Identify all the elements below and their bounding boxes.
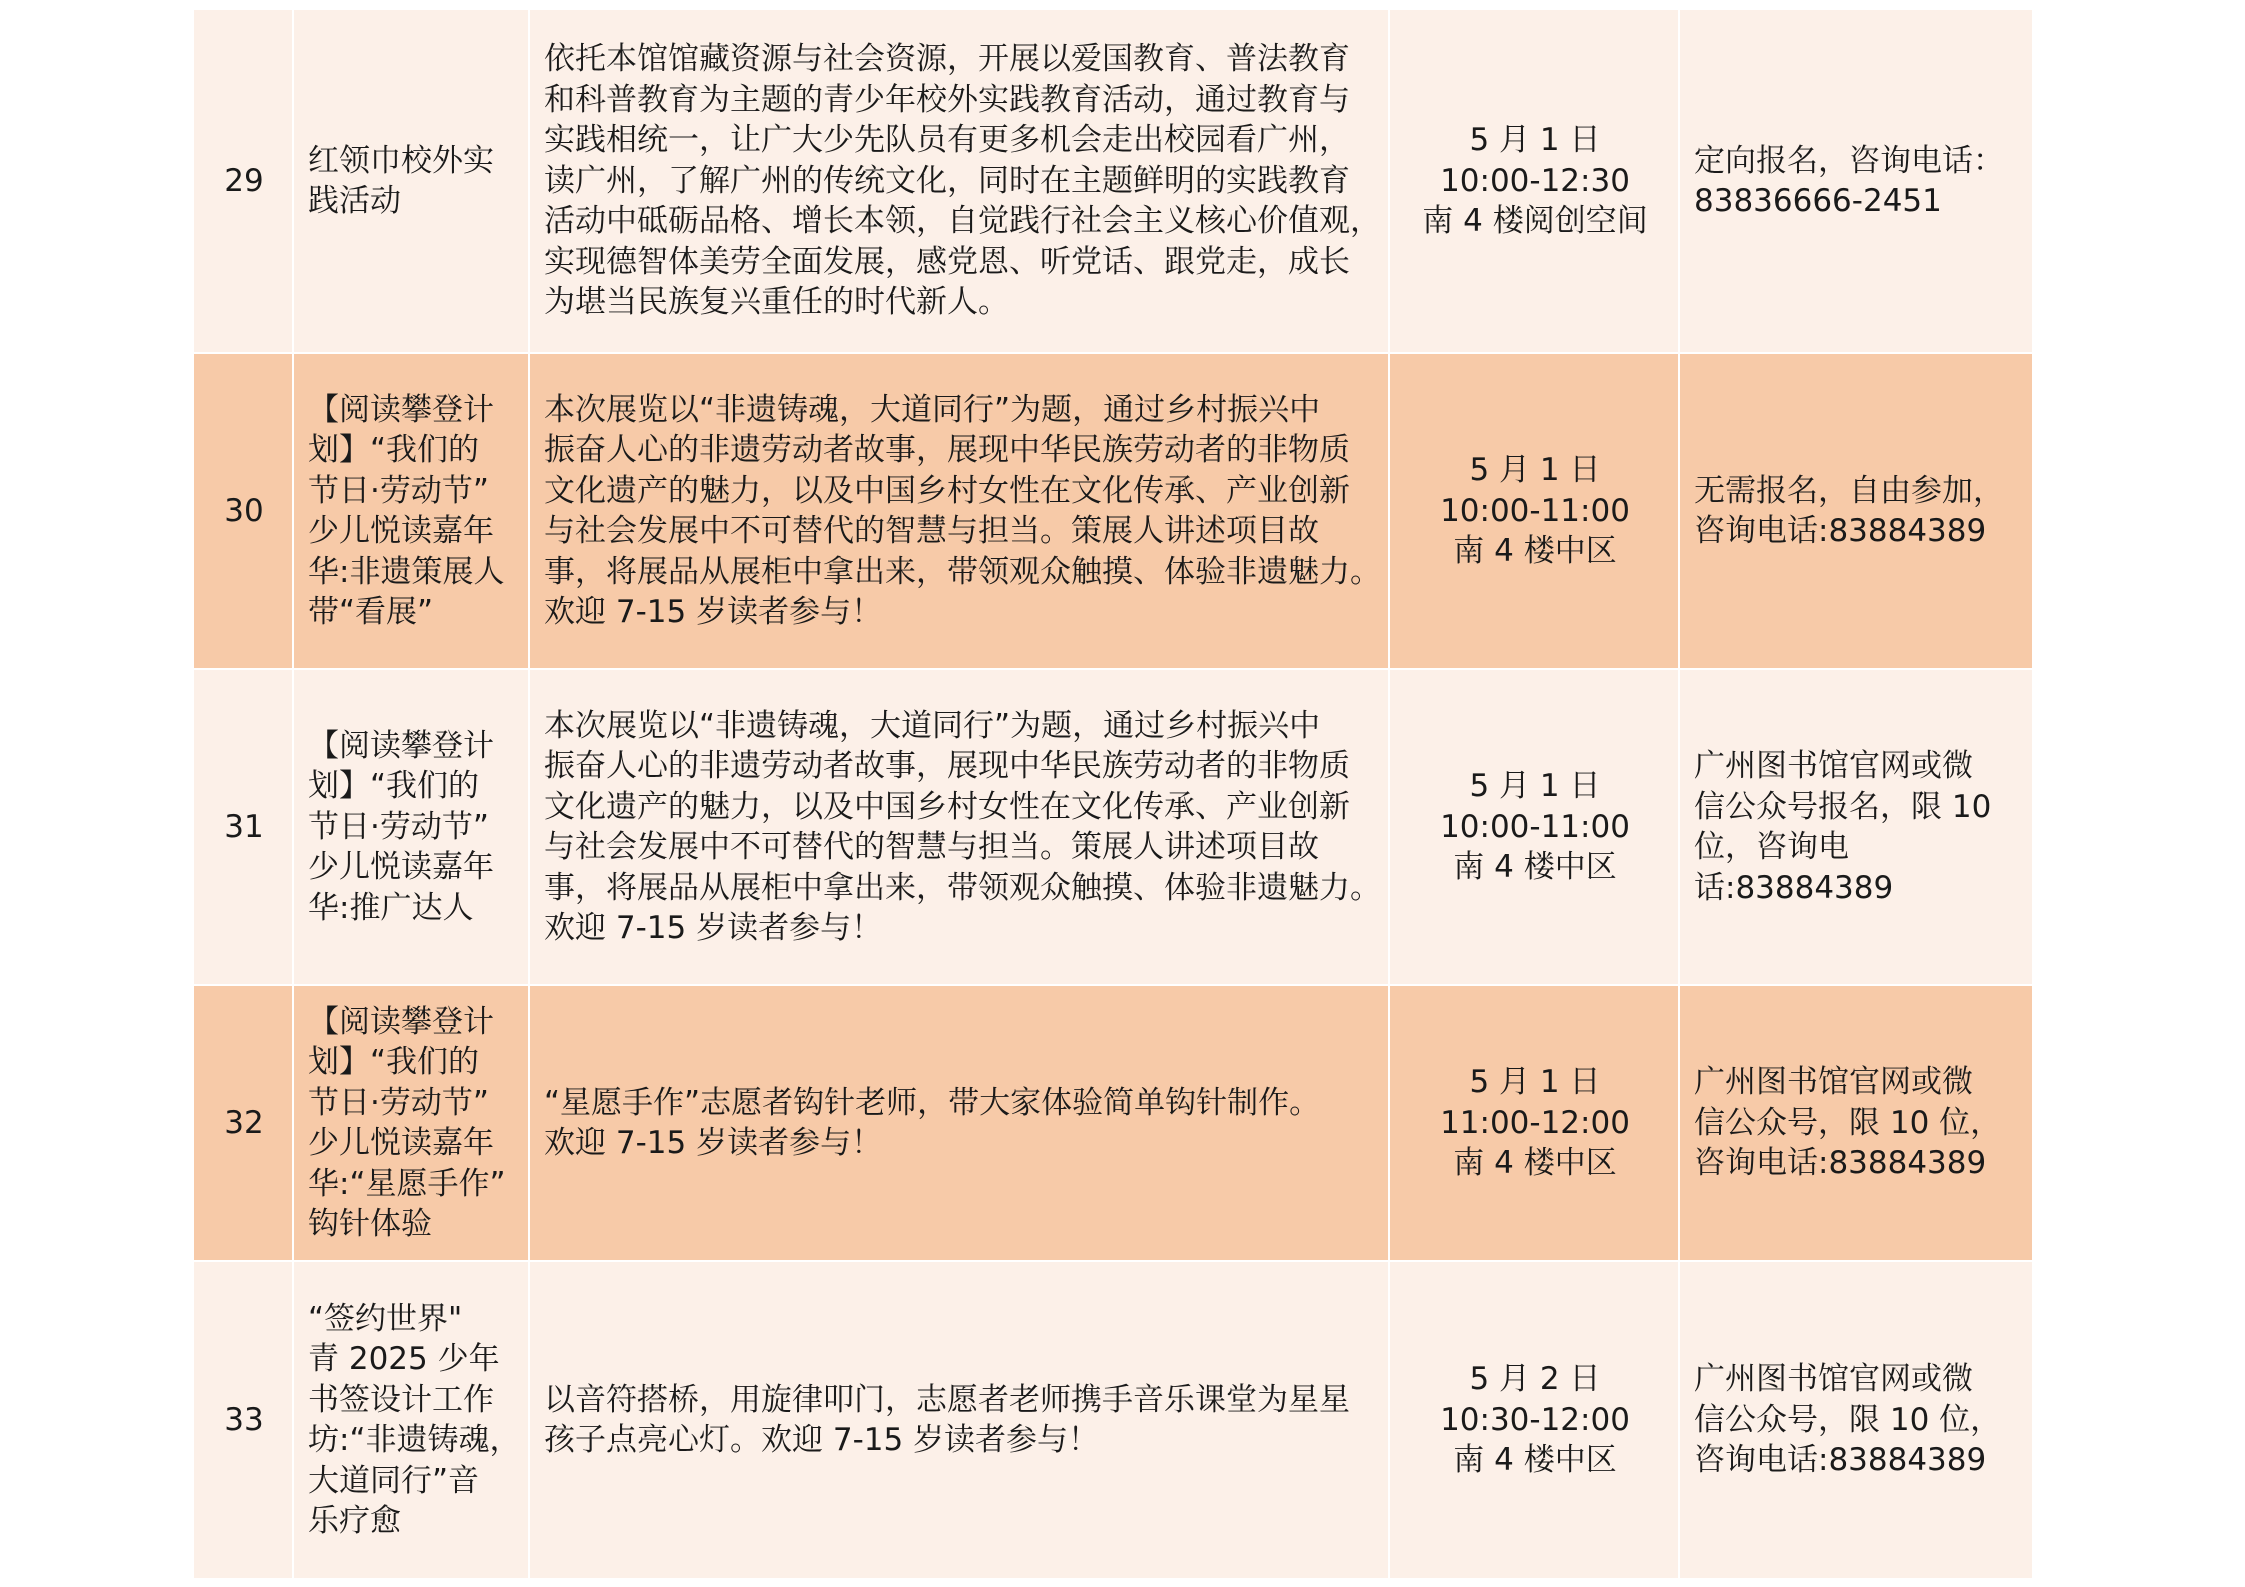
activity-name: 【阅读攀登计 划】“我们的 节日·劳动节” 少儿悦读嘉年 华:“星愿手作” 钩针体验: [293, 985, 529, 1261]
activity-registration: 无需报名，自由参加， 咨询电话:83884389: [1679, 353, 2033, 669]
row-number: 31: [193, 669, 293, 985]
activity-description: 本次展览以“非遗铸魂，大道同行”为题，通过乡村振兴中 振奋人心的非遗劳动者故事，展现中华民族劳动者的非物质 文化遗产的魅力，以及中国乡村女性在文化传承、产业创新 与社会发展中不可替代的智慧与担当。策展人讲述项目故 事，将展品从展柜中拿出来，带领观众触摸、体验非遗魅力。 欢迎 7-15 岁读者参与！: [529, 669, 1389, 985]
activity-description: 以音符搭桥，用旋律叩门，志愿者老师携手音乐课堂为星星 孩子点亮心灯。欢迎 7-15 岁读者参与！: [529, 1261, 1389, 1579]
activity-description: 依托本馆馆藏资源与社会资源，开展以爱国教育、普法教育 和科普教育为主题的青少年校外实践教育活动，通过教育与 实践相统一，让广大少先队员有更多机会走出校园看广州， 读广州，了解广州的传统文化，同时在主题鲜明的实践教育 活动中砥砺品格、增长本领，自觉践行社会主义核心价值观， 实现德智体美劳全面发展，感党恩、听党话、跟党走，成长 为堪当民族复兴重任的时代新人。: [529, 9, 1389, 353]
activity-registration: 广州图书馆官网或微 信公众号，限 10 位， 咨询电话:83884389: [1679, 1261, 2033, 1579]
activity-time-location: 5 月 1 日 11:00-12:00 南 4 楼中区: [1389, 985, 1679, 1261]
row-number: 33: [193, 1261, 293, 1579]
row-number: 32: [193, 985, 293, 1261]
events-table: [192, 8, 2034, 1580]
activity-name: 【阅读攀登计 划】“我们的 节日·劳动节” 少儿悦读嘉年 华:非遗策展人 带“看展”: [293, 353, 529, 669]
activity-time-location: 5 月 2 日 10:30-12:00 南 4 楼中区: [1389, 1261, 1679, 1579]
activity-time-location: 5 月 1 日 10:00-12:30 南 4 楼阅创空间: [1389, 9, 1679, 353]
row-number: 30: [193, 353, 293, 669]
row-number: 29: [193, 9, 293, 353]
activity-registration: 广州图书馆官网或微 信公众号报名，限 10 位，咨询电 话:83884389: [1679, 669, 2033, 985]
activity-time-location: 5 月 1 日 10:00-11:00 南 4 楼中区: [1389, 669, 1679, 985]
table-row: [193, 985, 2033, 1261]
activity-description: 本次展览以“非遗铸魂，大道同行”为题，通过乡村振兴中 振奋人心的非遗劳动者故事，展现中华民族劳动者的非物质 文化遗产的魅力，以及中国乡村女性在文化传承、产业创新 与社会发展中不可替代的智慧与担当。策展人讲述项目故 事，将展品从展柜中拿出来，带领观众触摸、体验非遗魅力。 欢迎 7-15 岁读者参与！: [529, 353, 1389, 669]
activity-time-location: 5 月 1 日 10:00-11:00 南 4 楼中区: [1389, 353, 1679, 669]
activity-description: “星愿手作”志愿者钩针老师，带大家体验简单钩针制作。 欢迎 7-15 岁读者参与！: [529, 985, 1389, 1261]
activity-registration: 广州图书馆官网或微 信公众号，限 10 位， 咨询电话:83884389: [1679, 985, 2033, 1261]
table-row: [193, 1261, 2033, 1579]
activity-name: 红领巾校外实 践活动: [293, 9, 529, 353]
table-row: [193, 669, 2033, 985]
activity-name: “签约世界" 青 2025 少年 书签设计工作 坊:“非遗铸魂， 大道同行”音 乐疗愈: [293, 1261, 529, 1579]
table-row: [193, 9, 2033, 353]
table-row: [193, 353, 2033, 669]
activity-name: 【阅读攀登计 划】“我们的 节日·劳动节” 少儿悦读嘉年 华:推广达人: [293, 669, 529, 985]
activity-registration: 定向报名，咨询电话： 83836666-2451: [1679, 9, 2033, 353]
